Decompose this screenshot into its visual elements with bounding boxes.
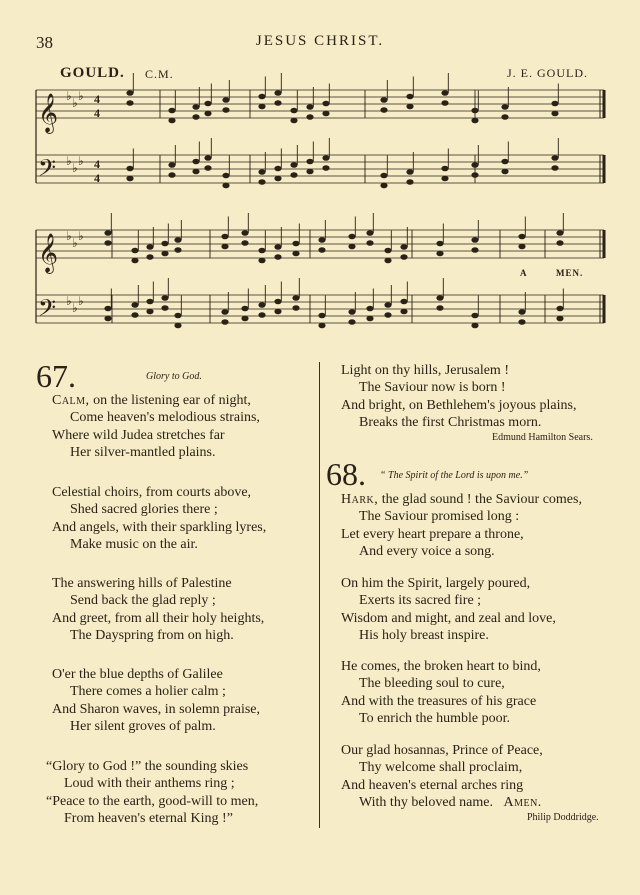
note-head xyxy=(222,173,229,179)
drop-word: Hark, xyxy=(341,492,379,507)
note-head xyxy=(556,306,563,312)
flat-sign-icon: ♭ xyxy=(78,229,84,243)
hymn-67-stanza-2: Celestial choirs, from courts above, Shed sacred glories there ; And angels, with their sparkling lyres, Make music on the air. xyxy=(52,485,267,552)
note-head xyxy=(348,319,355,325)
note-head xyxy=(436,251,443,257)
note-head xyxy=(501,104,508,110)
note-head xyxy=(274,299,281,305)
drop-word: Calm, xyxy=(52,393,90,408)
time-signature-bottom: 4 xyxy=(94,106,100,120)
note-head xyxy=(274,254,281,260)
note-head xyxy=(168,118,175,124)
note-head xyxy=(292,241,299,247)
note-head xyxy=(471,172,478,178)
time-signature-top: 4 xyxy=(94,157,100,171)
note-head xyxy=(241,230,248,236)
note-head xyxy=(221,234,228,240)
treble-clef-icon: 𝄞 xyxy=(38,93,59,133)
note-head xyxy=(204,111,211,117)
note-head xyxy=(318,323,325,329)
music-score xyxy=(0,0,640,340)
note-head xyxy=(290,108,297,114)
note-head xyxy=(241,240,248,246)
note-head xyxy=(104,316,111,322)
note-head xyxy=(384,248,391,254)
note-head xyxy=(518,309,525,315)
hymn-67-stanza-4: O'er the blue depths of Galilee There comes a holier calm ; And Sharon waves, in solemn praise, Her silent groves of palm. xyxy=(52,667,261,734)
note-head xyxy=(400,299,407,305)
note-head xyxy=(258,312,265,318)
note-head xyxy=(192,169,199,175)
note-head xyxy=(306,114,313,120)
amen-text: Amen. xyxy=(503,794,542,810)
note-head xyxy=(274,90,281,96)
note-head xyxy=(292,295,299,301)
note-head xyxy=(258,248,265,254)
note-head xyxy=(306,104,313,110)
note-head xyxy=(290,118,297,124)
bass-clef-icon: 𝄢 xyxy=(38,154,57,187)
note-head xyxy=(258,94,265,100)
note-head xyxy=(126,100,133,106)
note-head xyxy=(551,111,558,117)
note-head xyxy=(290,172,297,178)
note-head xyxy=(258,258,265,264)
hymn-68-epigraph: “ The Spirit of the Lord is upon me.” xyxy=(380,470,529,481)
note-head xyxy=(471,247,478,253)
note-head xyxy=(222,183,229,189)
note-head xyxy=(318,247,325,253)
note-head xyxy=(366,240,373,246)
note-head xyxy=(274,100,281,106)
note-head xyxy=(322,111,329,117)
note-head xyxy=(221,319,228,325)
note-head xyxy=(322,165,329,171)
note-head xyxy=(241,316,248,322)
note-head xyxy=(258,302,265,308)
note-head xyxy=(406,104,413,110)
note-head xyxy=(222,107,229,113)
note-head xyxy=(126,166,133,172)
note-head xyxy=(400,244,407,250)
note-head xyxy=(126,90,133,96)
note-head xyxy=(380,173,387,179)
hymn-68-stanza-1: Hark, the glad sound ! the Saviour comes, The Saviour promised long : Let every heart prepare a throne, And every voice a song. xyxy=(341,492,582,559)
note-head xyxy=(161,251,168,257)
note-head xyxy=(471,237,478,243)
tune-meter: C.M. xyxy=(145,67,174,81)
note-head xyxy=(406,169,413,175)
hymn-67-stanza-5: “Glory to God !” the sounding skies Loud with their anthems ring ; “Peace to the earth, good-will to men, From heaven's eternal King !” xyxy=(46,759,259,826)
note-head xyxy=(400,309,407,315)
note-head xyxy=(161,295,168,301)
note-head xyxy=(471,323,478,329)
note-head xyxy=(241,306,248,312)
note-head xyxy=(204,155,211,161)
note-head xyxy=(104,306,111,312)
note-head xyxy=(441,166,448,172)
note-head xyxy=(322,101,329,107)
note-head xyxy=(436,295,443,301)
note-head xyxy=(168,172,175,178)
note-head xyxy=(204,165,211,171)
treble-clef-icon: 𝄞 xyxy=(38,233,59,273)
note-head xyxy=(131,258,138,264)
note-head xyxy=(131,312,138,318)
note-head xyxy=(348,234,355,240)
note-head xyxy=(501,169,508,175)
note-head xyxy=(501,114,508,120)
note-head xyxy=(441,176,448,182)
running-title: JESUS CHRIST. xyxy=(255,33,385,49)
note-head xyxy=(221,244,228,250)
note-head xyxy=(406,179,413,185)
hymn-68-author: Philip Doddridge. xyxy=(527,812,599,823)
hymn-68-stanza-2: On him the Spirit, largely poured, Exerts its sacred fire ; Wisdom and might, and zeal and love, His holy breast inspire. xyxy=(341,576,556,643)
note-head xyxy=(146,299,153,305)
note-head xyxy=(306,169,313,175)
note-head xyxy=(168,108,175,114)
note-head xyxy=(258,179,265,185)
note-head xyxy=(400,254,407,260)
hymn-number-68: 68. xyxy=(326,456,366,492)
column-divider xyxy=(319,362,320,828)
flat-sign-icon: ♭ xyxy=(78,294,84,308)
note-head xyxy=(174,323,181,329)
note-head xyxy=(348,244,355,250)
note-head xyxy=(192,159,199,165)
note-head xyxy=(384,302,391,308)
note-head xyxy=(518,244,525,250)
note-head xyxy=(221,309,228,315)
bass-clef-icon: 𝄢 xyxy=(38,294,57,327)
note-head xyxy=(441,100,448,106)
flat-sign-icon: ♭ xyxy=(66,294,72,308)
note-head xyxy=(384,258,391,264)
note-head xyxy=(556,240,563,246)
flat-sign-icon: ♭ xyxy=(66,89,72,103)
note-head xyxy=(161,241,168,247)
note-head xyxy=(380,97,387,103)
flat-sign-icon: ♭ xyxy=(78,89,84,103)
note-head xyxy=(318,237,325,243)
note-head xyxy=(274,309,281,315)
note-head xyxy=(348,309,355,315)
flat-sign-icon: ♭ xyxy=(72,161,78,175)
hymn-67-epigraph: Glory to God. xyxy=(146,371,202,382)
note-head xyxy=(366,316,373,322)
note-head xyxy=(222,97,229,103)
note-head xyxy=(441,90,448,96)
flat-sign-icon: ♭ xyxy=(66,229,72,243)
note-head xyxy=(366,306,373,312)
note-head xyxy=(306,159,313,165)
note-head xyxy=(551,155,558,161)
note-head xyxy=(131,248,138,254)
time-signature-bottom: 4 xyxy=(94,171,100,185)
note-head xyxy=(384,312,391,318)
flat-sign-icon: ♭ xyxy=(66,154,72,168)
note-head xyxy=(406,94,413,100)
note-head xyxy=(104,240,111,246)
tune-name: GOULD. xyxy=(60,65,125,81)
note-head xyxy=(518,319,525,325)
amen-syllable-men: MEN. xyxy=(556,268,584,278)
note-head xyxy=(274,244,281,250)
note-head xyxy=(174,247,181,253)
page-number: 38 xyxy=(36,33,53,52)
note-head xyxy=(161,305,168,311)
flat-sign-icon: ♭ xyxy=(78,154,84,168)
note-head xyxy=(131,302,138,308)
note-head xyxy=(322,155,329,161)
note-head xyxy=(258,169,265,175)
note-head xyxy=(204,101,211,107)
note-head xyxy=(380,107,387,113)
note-head xyxy=(126,176,133,182)
note-head xyxy=(318,313,325,319)
hymn-68-stanza-4: Our glad hosannas, Prince of Peace, Thy welcome shall proclaim, And heaven's eternal arches ring With thy beloved name. Amen. xyxy=(341,743,543,810)
note-head xyxy=(551,165,558,171)
note-head xyxy=(146,254,153,260)
hymn-67-stanza-1: Calm, on the listening ear of night, Come heaven's melodious strains, Where wild Judea stretches far Her silver-mantled plains. xyxy=(52,393,260,460)
note-head xyxy=(556,316,563,322)
note-head xyxy=(168,162,175,168)
note-head xyxy=(292,251,299,257)
note-head xyxy=(551,101,558,107)
note-head xyxy=(274,176,281,182)
note-head xyxy=(471,108,478,114)
flat-sign-icon: ♭ xyxy=(72,236,78,250)
flat-sign-icon: ♭ xyxy=(72,96,78,110)
note-head xyxy=(471,313,478,319)
note-head xyxy=(501,159,508,165)
hymn-68-stanza-3: He comes, the broken heart to bind, The bleeding soul to cure, And with the treasures of his grace To enrich the humble poor. xyxy=(341,659,541,726)
note-head xyxy=(436,305,443,311)
note-head xyxy=(174,237,181,243)
hymn-number-67: 67. xyxy=(36,358,76,394)
note-head xyxy=(518,234,525,240)
tune-composer: J. E. GOULD. xyxy=(507,66,588,80)
note-head xyxy=(258,104,265,110)
time-signature-top: 4 xyxy=(94,92,100,106)
note-head xyxy=(366,230,373,236)
hymn-67-author: Edmund Hamilton Sears. xyxy=(492,432,593,443)
amen-syllable-a: A xyxy=(520,268,528,278)
note-head xyxy=(292,305,299,311)
note-head xyxy=(146,309,153,315)
note-head xyxy=(192,104,199,110)
note-head xyxy=(146,244,153,250)
note-head xyxy=(290,162,297,168)
note-head xyxy=(471,118,478,124)
hymn-67-stanza-6: Light on thy hills, Jerusalem ! The Saviour now is born ! And bright, on Bethlehem's joyous plains, Breaks the first Christmas morn. xyxy=(341,363,577,430)
hymn-67-stanza-3: The answering hills of Palestine Send back the glad reply ; And greet, from all their holy heights, The Dayspring from on high. xyxy=(52,576,265,643)
note-head xyxy=(274,166,281,172)
note-head xyxy=(436,241,443,247)
note-head xyxy=(556,230,563,236)
flat-sign-icon: ♭ xyxy=(72,301,78,315)
note-head xyxy=(174,313,181,319)
note-head xyxy=(104,230,111,236)
note-head xyxy=(471,162,478,168)
note-head xyxy=(192,114,199,120)
note-head xyxy=(380,183,387,189)
